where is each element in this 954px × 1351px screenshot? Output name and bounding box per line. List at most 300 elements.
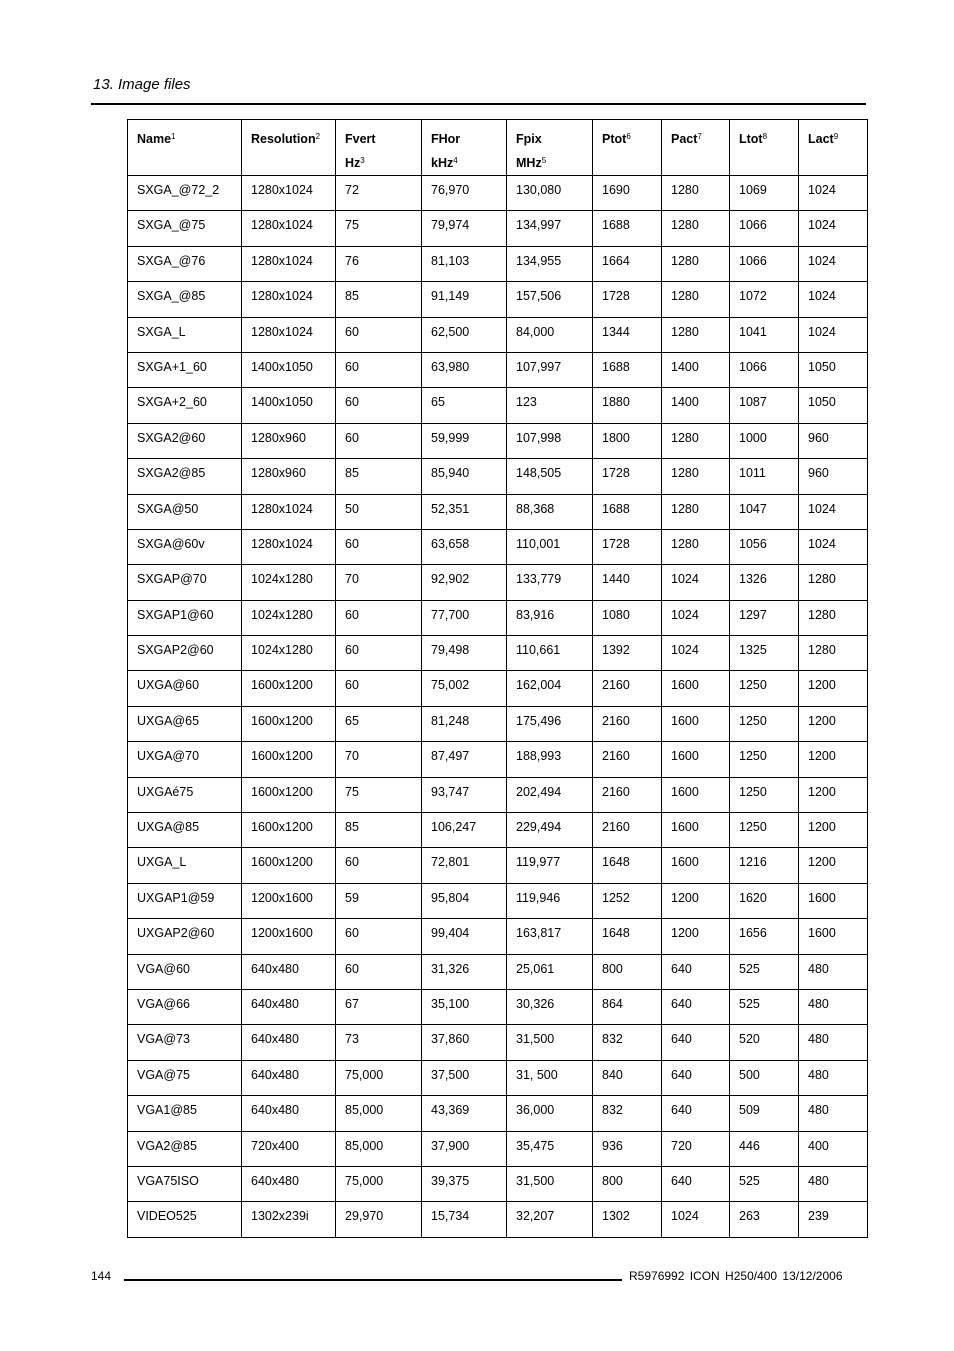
table-cell: VGA@75: [128, 1060, 242, 1095]
table-body: [128, 176, 868, 1238]
table-cell: 60: [336, 671, 422, 706]
table-cell: 864: [593, 989, 662, 1024]
table-cell: 65: [336, 706, 422, 741]
table-cell: 1280x960: [242, 459, 336, 494]
table-cell: 640: [662, 1060, 730, 1095]
table-cell: 480: [799, 1060, 868, 1095]
table-cell: 1024: [662, 636, 730, 671]
table-cell: 1250: [730, 742, 799, 777]
table-cell: 1392: [593, 636, 662, 671]
table-cell: 640: [662, 1096, 730, 1131]
table-cell: 1688: [593, 494, 662, 529]
table-cell: 1280x1024: [242, 317, 336, 352]
table-row: [128, 600, 868, 635]
table-cell: 35,100: [422, 989, 507, 1024]
table-cell: 1024: [799, 317, 868, 352]
table-cell: 1600: [662, 848, 730, 883]
table-cell: 1648: [593, 919, 662, 954]
table-cell: 75,000: [336, 1166, 422, 1201]
table-cell: 1688: [593, 211, 662, 246]
table-cell: 1280: [799, 600, 868, 635]
table-cell: SXGA2@60: [128, 423, 242, 458]
table-cell: 640: [662, 1166, 730, 1201]
table-cell: 1280: [799, 565, 868, 600]
table-cell: 133,779: [507, 565, 593, 600]
table-cell: 81,103: [422, 246, 507, 281]
table-cell: SXGAP2@60: [128, 636, 242, 671]
table-cell: 2160: [593, 671, 662, 706]
table-row: [128, 494, 868, 529]
table-cell: VGA75ISO: [128, 1166, 242, 1201]
table-cell: 110,001: [507, 529, 593, 564]
table-cell: 832: [593, 1025, 662, 1060]
table-cell: 93,747: [422, 777, 507, 812]
table-cell: SXGAP@70: [128, 565, 242, 600]
table-cell: 832: [593, 1096, 662, 1131]
table-cell: 79,974: [422, 211, 507, 246]
table-cell: 1280: [662, 282, 730, 317]
table-cell: 75,000: [336, 1060, 422, 1095]
table-cell: 263: [730, 1202, 799, 1237]
table-cell: UXGA_L: [128, 848, 242, 883]
table-cell: 1302: [593, 1202, 662, 1237]
table-cell: SXGAP1@60: [128, 600, 242, 635]
table-cell: 229,494: [507, 813, 593, 848]
table-cell: 1440: [593, 565, 662, 600]
table-cell: 60: [336, 954, 422, 989]
table-row: [128, 1166, 868, 1201]
table-cell: 1080: [593, 600, 662, 635]
table-cell: UXGAP1@59: [128, 883, 242, 918]
table-cell: 134,955: [507, 246, 593, 281]
table-cell: 1664: [593, 246, 662, 281]
table-cell: SXGA_@76: [128, 246, 242, 281]
table-cell: 2160: [593, 777, 662, 812]
table-cell: 640: [662, 1025, 730, 1060]
table-cell: 60: [336, 388, 422, 423]
column-header: Resolution$^2$: [242, 120, 336, 176]
table-cell: 91,149: [422, 282, 507, 317]
table-cell: 640x480: [242, 989, 336, 1024]
table-cell: 188,993: [507, 742, 593, 777]
table-cell: 73: [336, 1025, 422, 1060]
table-cell: 76: [336, 246, 422, 281]
table-row: [128, 176, 868, 211]
table-cell: 480: [799, 989, 868, 1024]
table-cell: 720: [662, 1131, 730, 1166]
table-cell: 65: [422, 388, 507, 423]
table-cell: 31,500: [507, 1166, 593, 1201]
table-cell: 1024x1280: [242, 565, 336, 600]
table-cell: 92,902: [422, 565, 507, 600]
table-cell: 500: [730, 1060, 799, 1095]
table-cell: 36,000: [507, 1096, 593, 1131]
table-cell: 106,247: [422, 813, 507, 848]
table-cell: 509: [730, 1096, 799, 1131]
table-cell: VGA2@85: [128, 1131, 242, 1166]
table-row: [128, 989, 868, 1024]
table-row: [128, 211, 868, 246]
table-cell: SXGA@60v: [128, 529, 242, 564]
table-row: [128, 317, 868, 352]
table-cell: 1600: [662, 671, 730, 706]
table-cell: 1200: [799, 742, 868, 777]
table-cell: VGA@73: [128, 1025, 242, 1060]
table-cell: 85: [336, 459, 422, 494]
table-cell: 85: [336, 282, 422, 317]
table-row: [128, 919, 868, 954]
table-cell: 35,475: [507, 1131, 593, 1166]
column-header: Ptot$^6$: [593, 120, 662, 176]
table-cell: 31, 500: [507, 1060, 593, 1095]
table-cell: 1400: [662, 388, 730, 423]
table-cell: 1200: [662, 883, 730, 918]
table-cell: VIDEO525: [128, 1202, 242, 1237]
table-cell: 1216: [730, 848, 799, 883]
table-cell: 960: [799, 423, 868, 458]
table-cell: 60: [336, 317, 422, 352]
table-cell: 1648: [593, 848, 662, 883]
table-cell: 31,326: [422, 954, 507, 989]
table-cell: 1600: [662, 777, 730, 812]
table-cell: 1050: [799, 352, 868, 387]
table-cell: 640x480: [242, 1096, 336, 1131]
table-cell: 800: [593, 954, 662, 989]
table-cell: 157,506: [507, 282, 593, 317]
column-header: Name$^1$: [128, 120, 242, 176]
table-cell: 1688: [593, 352, 662, 387]
table-cell: 83,916: [507, 600, 593, 635]
table-cell: 72,801: [422, 848, 507, 883]
table-cell: SXGA@50: [128, 494, 242, 529]
table-cell: 30,326: [507, 989, 593, 1024]
table-cell: 1024: [662, 600, 730, 635]
table-cell: 1400x1050: [242, 388, 336, 423]
table-cell: 1280x960: [242, 423, 336, 458]
table-cell: 1200: [799, 706, 868, 741]
table-cell: 239: [799, 1202, 868, 1237]
table-row: [128, 671, 868, 706]
table-cell: 84,000: [507, 317, 593, 352]
table-cell: 1280: [662, 494, 730, 529]
table-cell: 85: [336, 813, 422, 848]
table-cell: SXGA+2_60: [128, 388, 242, 423]
table-cell: 1600: [662, 813, 730, 848]
table-cell: 1200: [799, 848, 868, 883]
table-cell: 60: [336, 600, 422, 635]
table-cell: 1200x1600: [242, 883, 336, 918]
image-files-table: [127, 119, 868, 1238]
table-cell: 1024: [799, 282, 868, 317]
table-cell: 1024: [799, 494, 868, 529]
table-cell: SXGA_L: [128, 317, 242, 352]
table-cell: 1024: [799, 176, 868, 211]
table-cell: 70: [336, 565, 422, 600]
table-cell: 50: [336, 494, 422, 529]
table-cell: 134,997: [507, 211, 593, 246]
table-cell: 1326: [730, 565, 799, 600]
table-cell: 1280: [662, 423, 730, 458]
table-cell: 75: [336, 777, 422, 812]
table-row: [128, 742, 868, 777]
table-cell: 1280: [799, 636, 868, 671]
table-cell: 1600x1200: [242, 671, 336, 706]
table-cell: 1000: [730, 423, 799, 458]
table-row: [128, 1025, 868, 1060]
table-cell: 1600: [662, 742, 730, 777]
table-cell: 400: [799, 1131, 868, 1166]
table-row: [128, 1131, 868, 1166]
table-cell: 77,700: [422, 600, 507, 635]
table-cell: 1072: [730, 282, 799, 317]
table-cell: 85,000: [336, 1096, 422, 1131]
table-cell: 76,970: [422, 176, 507, 211]
column-header: Lact$^9$: [799, 120, 868, 176]
table-cell: 119,977: [507, 848, 593, 883]
table-cell: 1880: [593, 388, 662, 423]
table-cell: 1047: [730, 494, 799, 529]
table-row: [128, 529, 868, 564]
table-row: [128, 777, 868, 812]
table-cell: 1620: [730, 883, 799, 918]
table-row: [128, 848, 868, 883]
table-cell: 1400: [662, 352, 730, 387]
table-cell: 2160: [593, 742, 662, 777]
table-cell: 1250: [730, 671, 799, 706]
table-cell: 800: [593, 1166, 662, 1201]
table-cell: 1280x1024: [242, 282, 336, 317]
table-cell: 936: [593, 1131, 662, 1166]
table-cell: 85,940: [422, 459, 507, 494]
table-cell: 1302x239i: [242, 1202, 336, 1237]
table-cell: 640x480: [242, 1060, 336, 1095]
table-cell: 110,661: [507, 636, 593, 671]
table-cell: 720x400: [242, 1131, 336, 1166]
table-cell: 640: [662, 954, 730, 989]
table-cell: SXGA+1_60: [128, 352, 242, 387]
table-cell: 31,500: [507, 1025, 593, 1060]
table-cell: 87,497: [422, 742, 507, 777]
table-cell: 39,375: [422, 1166, 507, 1201]
table-cell: 1066: [730, 211, 799, 246]
table-cell: 75,002: [422, 671, 507, 706]
table-cell: SXGA_@72_2: [128, 176, 242, 211]
table-cell: 1250: [730, 813, 799, 848]
table-cell: 1024: [662, 565, 730, 600]
column-header: Ltot$^8$: [730, 120, 799, 176]
table-cell: 52,351: [422, 494, 507, 529]
table-cell: 63,658: [422, 529, 507, 564]
table-cell: 1728: [593, 529, 662, 564]
table-cell: 75: [336, 211, 422, 246]
table-cell: 525: [730, 1166, 799, 1201]
table-cell: UXGA@60: [128, 671, 242, 706]
table-cell: 88,368: [507, 494, 593, 529]
table-cell: 640: [662, 989, 730, 1024]
table-cell: VGA@66: [128, 989, 242, 1024]
table-cell: 520: [730, 1025, 799, 1060]
table-cell: 1690: [593, 176, 662, 211]
column-header: Fvert Hz$^3$: [336, 120, 422, 176]
table-cell: 1024: [799, 246, 868, 281]
table-cell: 1600x1200: [242, 706, 336, 741]
table-cell: 148,505: [507, 459, 593, 494]
table-cell: 43,369: [422, 1096, 507, 1131]
table-cell: 1344: [593, 317, 662, 352]
table-row: [128, 1060, 868, 1095]
table-cell: UXGA@65: [128, 706, 242, 741]
table-cell: 37,500: [422, 1060, 507, 1095]
table-row: [128, 423, 868, 458]
table-cell: 163,817: [507, 919, 593, 954]
table-cell: UXGAé75: [128, 777, 242, 812]
header-divider: [91, 103, 866, 105]
table-cell: 640x480: [242, 1025, 336, 1060]
table-cell: 60: [336, 529, 422, 564]
table-cell: 37,900: [422, 1131, 507, 1166]
table-row: [128, 1202, 868, 1237]
table-cell: 95,804: [422, 883, 507, 918]
table-cell: 60: [336, 423, 422, 458]
table-cell: 480: [799, 1025, 868, 1060]
table-cell: 2160: [593, 813, 662, 848]
table-cell: 1069: [730, 176, 799, 211]
table-cell: 107,998: [507, 423, 593, 458]
table-cell: 1200: [799, 671, 868, 706]
table-cell: 1728: [593, 282, 662, 317]
table-cell: 480: [799, 954, 868, 989]
table-cell: 1656: [730, 919, 799, 954]
table-cell: 1600: [799, 919, 868, 954]
table-cell: 1011: [730, 459, 799, 494]
table-cell: 1200: [662, 919, 730, 954]
table-cell: 79,498: [422, 636, 507, 671]
table-row: [128, 352, 868, 387]
table-cell: 1600: [662, 706, 730, 741]
table-cell: 70: [336, 742, 422, 777]
table-cell: 99,404: [422, 919, 507, 954]
table-cell: 1600x1200: [242, 742, 336, 777]
table-cell: 1066: [730, 246, 799, 281]
table-cell: 1280: [662, 246, 730, 281]
table-cell: 175,496: [507, 706, 593, 741]
table-cell: 123: [507, 388, 593, 423]
table-cell: 1280x1024: [242, 494, 336, 529]
table-cell: 1600: [799, 883, 868, 918]
table-cell: UXGA@85: [128, 813, 242, 848]
table-cell: 1280: [662, 317, 730, 352]
table-cell: 1024: [799, 529, 868, 564]
table-cell: 60: [336, 636, 422, 671]
table-cell: 1325: [730, 636, 799, 671]
table-row: [128, 388, 868, 423]
table-cell: 130,080: [507, 176, 593, 211]
table-cell: 2160: [593, 706, 662, 741]
table-cell: 1024: [662, 1202, 730, 1237]
table-cell: 525: [730, 954, 799, 989]
table-cell: VGA1@85: [128, 1096, 242, 1131]
table-cell: 1600x1200: [242, 848, 336, 883]
table-cell: 1800: [593, 423, 662, 458]
table-cell: 85,000: [336, 1131, 422, 1166]
table-row: [128, 636, 868, 671]
column-header: Pact$^7$: [662, 120, 730, 176]
table-cell: 59: [336, 883, 422, 918]
table-cell: 29,970: [336, 1202, 422, 1237]
table-cell: 1280: [662, 459, 730, 494]
table-cell: 1056: [730, 529, 799, 564]
table-cell: 107,997: [507, 352, 593, 387]
table-cell: 60: [336, 848, 422, 883]
table-row: [128, 954, 868, 989]
table-cell: 1200: [799, 777, 868, 812]
table-cell: 202,494: [507, 777, 593, 812]
table-cell: 1066: [730, 352, 799, 387]
table-cell: 1087: [730, 388, 799, 423]
table-cell: 1600x1200: [242, 777, 336, 812]
table-cell: 25,061: [507, 954, 593, 989]
table-cell: 1200x1600: [242, 919, 336, 954]
table-cell: 1024x1280: [242, 636, 336, 671]
section-title: 13. Image files: [93, 76, 191, 93]
table-cell: 60: [336, 919, 422, 954]
table-row: [128, 459, 868, 494]
table-row: [128, 1096, 868, 1131]
table-cell: 32,207: [507, 1202, 593, 1237]
table-cell: 1280: [662, 176, 730, 211]
table-cell: 480: [799, 1166, 868, 1201]
table-cell: 15,734: [422, 1202, 507, 1237]
table-cell: 37,860: [422, 1025, 507, 1060]
table-header-row: [128, 120, 868, 176]
table-cell: 1297: [730, 600, 799, 635]
table-cell: 1280x1024: [242, 176, 336, 211]
table-cell: 1252: [593, 883, 662, 918]
table-cell: 81,248: [422, 706, 507, 741]
table-cell: 1250: [730, 777, 799, 812]
table-cell: 1728: [593, 459, 662, 494]
table-cell: 162,004: [507, 671, 593, 706]
table-cell: 59,999: [422, 423, 507, 458]
table-cell: 1600x1200: [242, 813, 336, 848]
column-header: Fpix MHz$^5$: [507, 120, 593, 176]
table-cell: 446: [730, 1131, 799, 1166]
table-cell: 1041: [730, 317, 799, 352]
table-cell: 640x480: [242, 954, 336, 989]
table-cell: 1024: [799, 211, 868, 246]
table-cell: 960: [799, 459, 868, 494]
table-cell: 60: [336, 352, 422, 387]
table-cell: 62,500: [422, 317, 507, 352]
table-cell: SXGA2@85: [128, 459, 242, 494]
table-cell: 1280x1024: [242, 211, 336, 246]
table-row: [128, 282, 868, 317]
table-row: [128, 246, 868, 281]
table-cell: 1280x1024: [242, 529, 336, 564]
table-cell: 1280: [662, 211, 730, 246]
table-cell: 1024x1280: [242, 600, 336, 635]
document-info: R5976992 ICON H250/400 13/12/2006: [629, 1269, 843, 1283]
table-cell: 1050: [799, 388, 868, 423]
table-row: [128, 565, 868, 600]
table-cell: 840: [593, 1060, 662, 1095]
table-cell: 1250: [730, 706, 799, 741]
table-row: [128, 883, 868, 918]
table-cell: 525: [730, 989, 799, 1024]
table-cell: 63,980: [422, 352, 507, 387]
table-cell: 640x480: [242, 1166, 336, 1201]
table-cell: 72: [336, 176, 422, 211]
